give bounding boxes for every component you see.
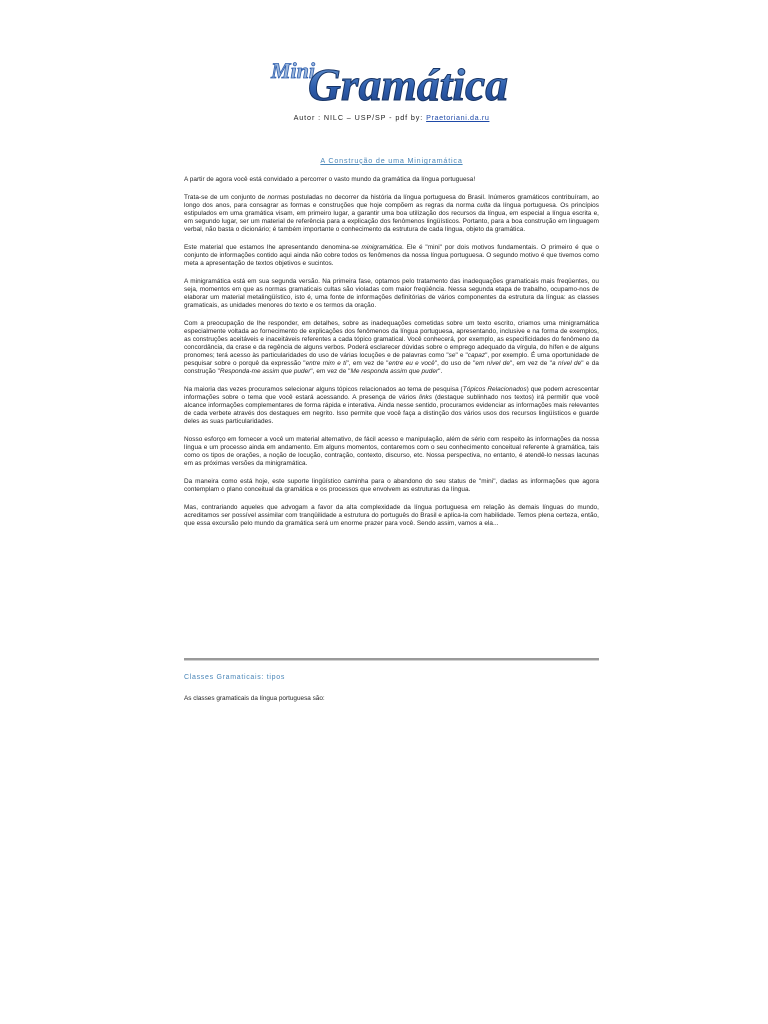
paragraph-8: Da maneira como está hoje, este suporte lingüístico caminha para o abandono do seu status de "mini", dadas as informações que agora contemplam o plano conceitual da gramática e os processos que envolvem as estruturas da língua. xyxy=(184,477,599,493)
paragraph-6: Na maioria das vezes procuramos selecionar alguns tópicos relacionados ao tema de pesquisa (Tópicos Relacionados) que podem acrescentar informações sobre o tema que você estará acessando. A presença de vários links (destaque sublinhado nos textos) irá permitir que você alcance informações complementares de forma rápida e interativa. Ainda nesse sentido, procuramos evidenciar as informações mais relevantes de cada verbete através dos destaques em negrito. Isso permite que você faça a distinção dos vários usos dos recursos lingüísticos e guarde deles as suas particularidades. xyxy=(184,385,600,426)
section-title[interactable]: A Construção de uma Minigramática xyxy=(320,156,463,165)
pdf-by-link[interactable]: Praetoriani.da.ru xyxy=(426,113,490,122)
paragraph-7: Nosso esforço em fornecer a você um material alternativo, de fácil acesso e manipulação, além de sério com respeito às informações da nossa língua e um processo ainda em andamento. Em alguns momentos, contaremos com o seu conhecimento conceitual referente à gramática, tais como os tipos de orações, a noção de locução, contração, contexto, discurso, etc. Nossa perspectiva, no entanto, é atendê-lo nessas lacunas em as próximas versões da minigramática. xyxy=(184,435,599,468)
section-divider xyxy=(184,658,599,661)
paragraph-1: A partir de agora você está convidado a percorrer o vasto mundo da gramática da língua portuguesa! xyxy=(184,176,476,183)
classes-intro-text: As classes gramaticais da língua portuguesa são: xyxy=(184,695,325,702)
paragraph-3: Este material que estamos lhe apresentando denomina-se minigramática. Ele é "mini" por dois motivos fundamentais. O primeiro é que o conjunto de informações contido aqui ainda não cobre todos os fenômenos da nossa língua portuguesa. O segundo motivo é que tivemos como meta a apresentação de textos objetivos e sucintos. xyxy=(184,243,599,267)
paragraph-2: Trata-se de um conjunto de normas postuladas no decorrer da história da língua portuguesa do Brasil. Inúmeros gramáticos contribuíram, ao longo dos anos, para consagrar as formas e construções que hoje compõem as regras da norma culta da língua portuguesa. Os princípios estipulados em uma gramática visam, em primeiro lugar, a garantir uma boa utilização dos recursos da língua, em especial a língua escrita e, em segundo lugar, ser um material de referência para a explicação dos fenômenos lingüísticos. Portanto, para a boa construção em linguagem verbal, não basta o dicionário; é também importante o conhecimento da estrutura de cada língua, objeto da gramática. xyxy=(184,193,600,234)
paragraph-9: Mas, contrariando aqueles que advogam a favor da alta complexidade da língua portuguesa em relação às demais línguas do mundo, acreditamos ser possível assimilar com tranqüilidade a estrutura do português do Brasil e aplica-la com habilidade. Temos plena certeza, então, que essa excursão pelo mundo da gramática será um enorme prazer para você. Sendo assim, vamos a ela... xyxy=(184,503,599,527)
classes-gramaticais-heading[interactable]: Classes Gramaticais: tipos xyxy=(184,674,286,681)
paragraph-4: A minigramática está em sua segunda versão. Na primeira fase, optamos pelo tratamento das inadequações gramaticais mais freqüentes, ou seja, momentos em que as normas gramaticais cultas são violadas com maior freqüência. Nessa segunda etapa de trabalho, ocupamo-nos de elaborar um material metalingüístico, isto é, uma fonte de informações definitórias de vários componentes da estrutura da língua: as classes gramaticais, as unidades menores do texto e os termos da oração. xyxy=(184,277,599,309)
intro-content xyxy=(184,176,599,538)
paragraph-5: Com a preocupação de lhe responder, em detalhes, sobre as inadequações cometidas sobre um texto escrito, criamos uma minigramática especialmente voltada ao fornecimento de explicações dos fenômenos da língua portuguesa, apresentando, inclusive e na forma de exemplos, as construções aceitáveis e inaceitáveis referentes a cada tópico gramatical. Você conhecerá, por exemplo, as especificidades do fenômeno da concordância, da crase e da regência de alguns verbos. Poderá esclarecer dúvidas sobre o emprego adequado da vírgula, do hífen e de alguns pronomes; terá acesso às particularidades do uso de várias locuções e de palavras como "se" e "capaz", por exemplo. É uma oportunidade de pesquisar sobre o porquê da expressão "entre mim e ti", em vez de "entre eu e você", do uso de "em nível de", em vez de "a nível de" e da construção "Responda-me assim que puder", em vez de "Me responda assim que puder". xyxy=(184,319,600,376)
minigramatica-logo xyxy=(268,48,516,116)
logo-main-text: Gramática xyxy=(308,59,508,110)
author-text: Autor : NILC – USP/SP - pdf by: xyxy=(293,113,427,122)
author-line xyxy=(184,113,599,122)
logo-mini-text: Mini xyxy=(271,58,316,83)
